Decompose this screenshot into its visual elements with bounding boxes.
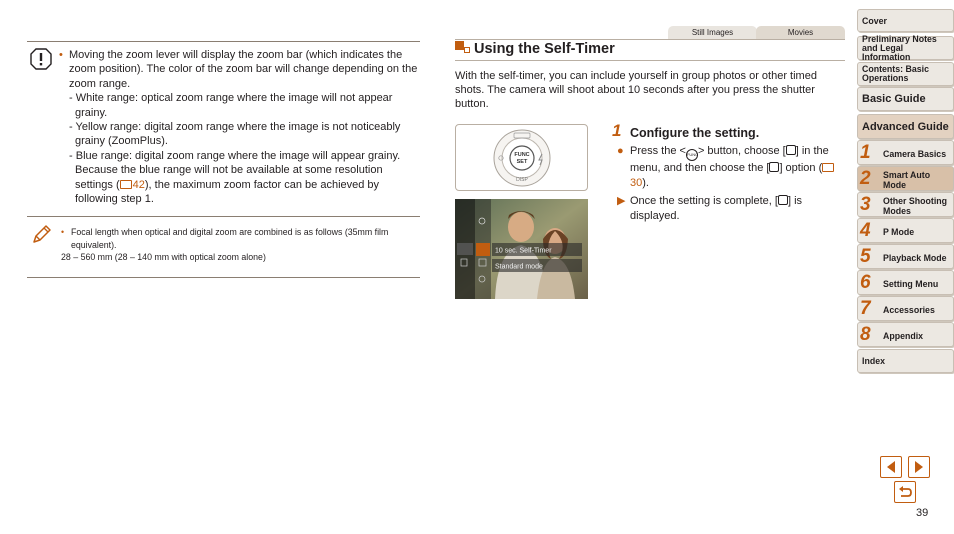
page-reference-link[interactable]: 30 <box>630 162 835 188</box>
next-page-button[interactable] <box>908 456 930 478</box>
func-set-button-icon: FUNC <box>686 149 698 161</box>
section-heading <box>455 39 845 61</box>
white-range-item: - White range: optical zoom range where the image will not appear grainy. <box>69 92 393 119</box>
sidebar-item-preliminary-notes[interactable]: Preliminary Notes and Legal Information <box>857 36 954 60</box>
sidebar-chapter-5[interactable]: 5 Playback Mode <box>857 244 954 269</box>
self-timer-10s-icon <box>769 162 779 172</box>
page-reference-link[interactable]: 42 <box>120 179 145 191</box>
sidebar-chapter-7[interactable]: 7 Accessories <box>857 296 954 321</box>
return-button[interactable] <box>894 481 916 503</box>
control-dial-icon <box>456 125 589 192</box>
svg-text:DISP: DISP <box>516 177 528 183</box>
page-number: 39 <box>916 507 929 519</box>
step-instruction-2: ▶ Once the setting is complete, [ ] is displayed. <box>617 195 803 222</box>
pencil-icon <box>31 223 53 245</box>
sidebar-item-contents[interactable]: Contents: Basic Operations <box>857 62 954 86</box>
sidebar-chapter-3[interactable]: 3 Other Shooting Modes <box>857 192 954 217</box>
caution-lead: • Moving the zoom lever will display the zoom bar (which indicates the zoom position). The color of the zoom bar will change depending on the zoom range. <box>59 49 418 90</box>
memo-note <box>27 220 420 278</box>
caution-note <box>27 41 420 217</box>
sidebar-chapter-4[interactable]: 4 P Mode <box>857 218 954 243</box>
step-instruction-1: ● Press the <FUNC> button, choose [ ] in the menu, and then choose the [ ] option (30). <box>612 144 848 190</box>
step-1 <box>612 121 848 223</box>
tab-movies: Movies <box>756 26 845 39</box>
step-number: 1 <box>612 121 622 140</box>
svg-text:Standard mode: Standard mode <box>495 263 543 271</box>
arrow-left-icon <box>884 460 898 474</box>
sidebar-item-cover[interactable]: Cover <box>857 9 954 32</box>
tab-still-images: Still Images <box>668 26 757 39</box>
svg-text:10 sec. Self-Timer: 10 sec. Self-Timer <box>495 247 552 255</box>
self-timer-10s-icon <box>778 195 788 205</box>
control-dial-illustration <box>455 124 588 191</box>
memo-item: • Focal length when optical and digital zoom are combined is as follows (35mm film equivalent). <box>61 227 389 250</box>
blue-range-item: - Blue range: digital zoom range where the image will appear grainy. Because the blue range will not be available at some resolution settings ( 42), the maximum zoom factor can be achieved by following step 1. <box>69 149 401 206</box>
sidebar-chapter-8[interactable]: 8 Appendix <box>857 322 954 347</box>
self-timer-icon <box>786 145 796 155</box>
sidebar-item-basic-guide[interactable]: Basic Guide <box>857 87 954 111</box>
heading-square-icon <box>455 41 464 50</box>
return-arrow-icon <box>898 485 912 499</box>
sidebar-item-index[interactable]: Index <box>857 349 954 373</box>
step-title: Configure the setting. <box>630 126 760 140</box>
section-title: Using the Self-Timer <box>474 41 615 57</box>
previous-page-button[interactable] <box>880 456 902 478</box>
heading-square-outline-icon <box>464 47 470 53</box>
section-intro: With the self-timer, you can include yourself in group photos or other timed shots. The camera will shoot about 10 seconds after you press the shutter button. <box>455 70 817 110</box>
sidebar-chapter-2[interactable]: 2 Smart Auto Mode <box>857 166 954 191</box>
sidebar-item-advanced-guide[interactable]: Advanced Guide <box>857 114 954 139</box>
self-timer-menu-screen <box>455 199 588 299</box>
caution-icon <box>30 48 52 70</box>
camera-screen-photo <box>455 199 588 299</box>
yellow-range-item: - Yellow range: digital zoom range where the image is not noticeably grainy (ZoomPlus). <box>69 121 401 148</box>
book-icon <box>822 163 834 172</box>
svg-text:FUNC: FUNC <box>514 152 530 158</box>
sidebar-chapter-6[interactable]: 6 Setting Menu <box>857 270 954 295</box>
svg-text:SET: SET <box>516 159 528 165</box>
memo-focal-range: 28 – 560 mm (28 – 140 mm with optical zoom alone) <box>61 252 266 262</box>
book-icon <box>120 180 132 189</box>
sidebar-chapter-1[interactable]: 1 Camera Basics <box>857 140 954 165</box>
arrow-right-icon <box>912 460 926 474</box>
